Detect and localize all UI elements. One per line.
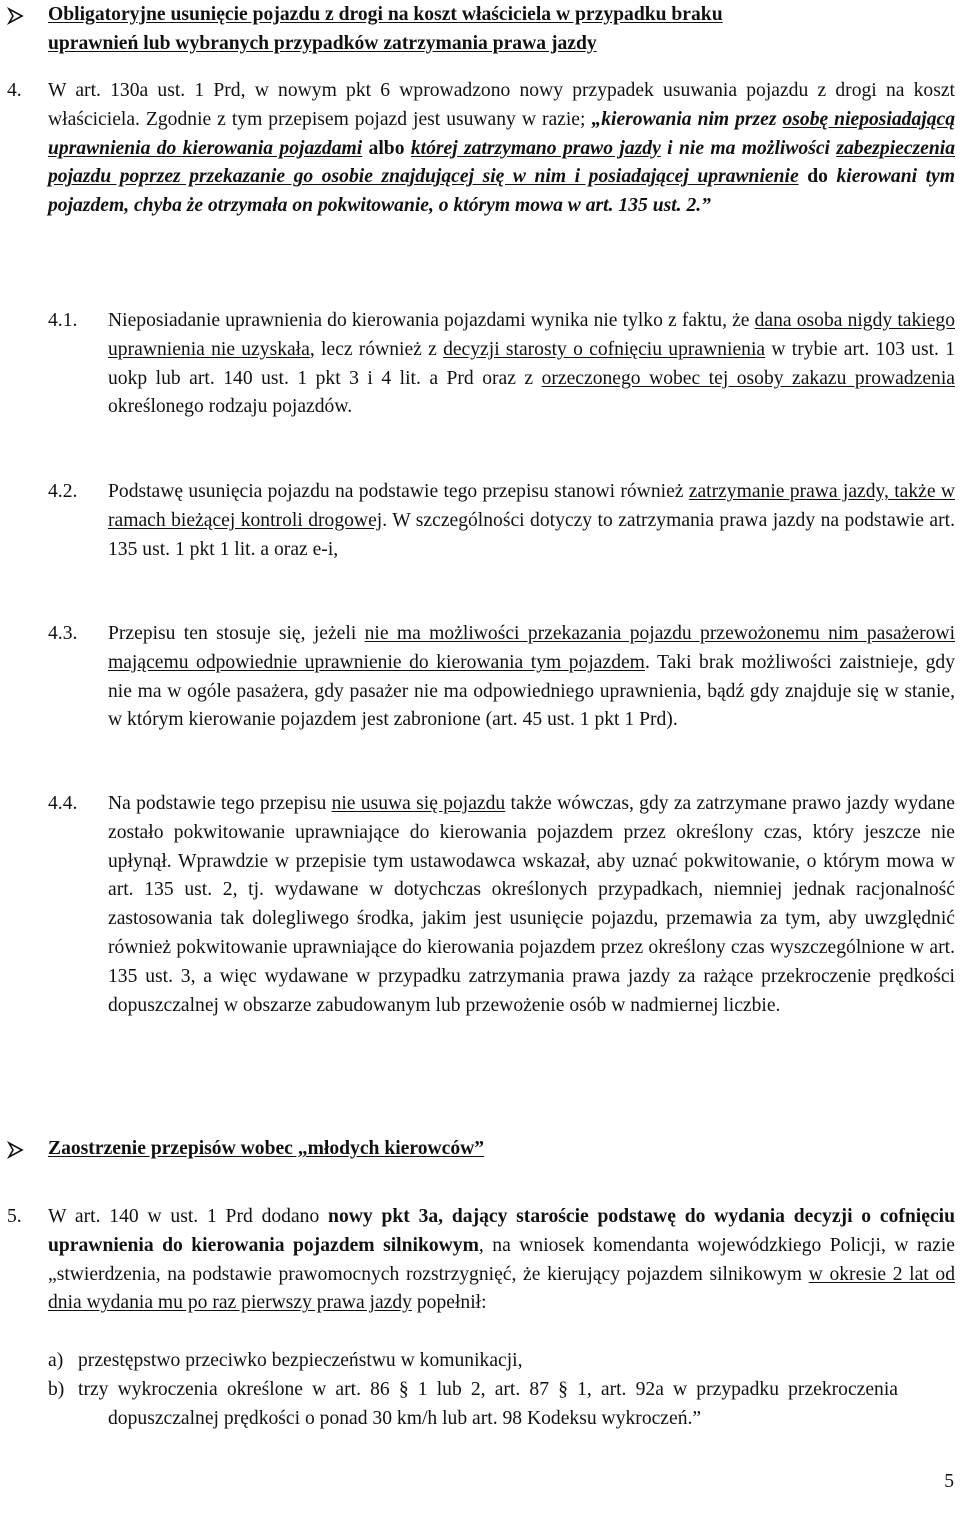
- p4-text-8: do: [798, 166, 837, 188]
- paragraph-number: 4.1.: [48, 310, 78, 331]
- page-number: 5: [944, 1471, 954, 1493]
- paragraph-number: 5.: [7, 1206, 22, 1227]
- paragraph-4-2: [108, 478, 955, 564]
- paragraph-number: 4.: [7, 80, 22, 101]
- heading-line-1: Obligatoryjne usunięcie pojazdu z drogi na koszt właściciela w przypadku braku: [48, 4, 723, 25]
- p41-text-7: określonego rodzaju pojazdów.: [108, 396, 353, 418]
- paragraph-4-1: [108, 307, 955, 422]
- p5-text-1: W art. 140 w ust. 1 Prd dodano: [48, 1206, 329, 1227]
- list-item-a: przestępstwo przeciwko bezpieczeństwu w komunikacji,: [78, 1350, 523, 1371]
- paragraph-number: 4.4.: [48, 793, 78, 814]
- p4-text-1: W art. 130a ust. 1 Prd, w nowym pkt 6 wprowadzono nowy przypadek usuwania pojazdu z drogi na koszt właściciela. Zgodnie z tym przepisem pojazd jest usuwany w razie;: [48, 80, 955, 130]
- list-item-label: a): [48, 1350, 64, 1371]
- p43-text-2: nie ma możliwości przekazania pojazdu przewożonemu nim pasażerowi mającemu odpowiednie uprawnienie do kierowania tym pojazdem: [108, 623, 956, 673]
- p44-text-1: Na podstawie tego przepisu: [108, 793, 332, 814]
- p5-text-4: w okresie 2 lat od dnia wydania mu po raz pierwszy prawa jazdy: [48, 1263, 955, 1314]
- p5-text-5: popełnił:: [411, 1292, 487, 1314]
- p4-text-4: albo: [362, 137, 411, 159]
- p5-text-3: , na wniosek komendanta wojewódzkiego Policji, w razie „stwierdzenia, na podstawie prawomocnych rozstrzygnięć, że kierujący pojazdem silnikowym: [48, 1234, 956, 1285]
- p41-text-4: decyzji starosty o cofnięciu uprawnienia: [443, 338, 766, 360]
- p4-text-9: kierowani tym pojazdem, chyba że otrzymała on pokwitowanie, o którym mowa w art. 135 ust. 2.”: [48, 166, 955, 217]
- paragraph-4: [48, 77, 955, 221]
- p44-text-3: także wówczas, gdy za zatrzymane prawo jazdy wydane zostało pokwitowanie uprawniające do kierowania pojazdem przez określony czas, który jeszcze nie upłynął. Wprawdzie w przepisie tym ustawodawca wskazał, aby uznać pokwitowanie, o którym mowa w art. 135 ust. 2, tj. wydawane w dotychczas określonych przypadkach, niemniej jednak racjonalność zastosowania tak dolegliwego środka, jakim jest usunięcie pojazdu, przemawia za tym, aby uwzględnić również pokwitowanie uprawniające do kierowania pojazdem przez określony czas wyszczególnione w art. 135 ust. 3, a więc wydawane w przypadku zatrzymania prawa jazdy za rażące przekroczenie prędkości dopuszczalnej w obszarze zabudowanym lub przewożenie osób w nadmiernej liczbie.: [108, 793, 955, 1016]
- p41-text-3: , lecz również z: [309, 338, 444, 360]
- p42-text-1: Podstawę usunięcia pojazdu na podstawie tego przepisu stanowi również: [108, 481, 689, 502]
- heading-line-2: uprawnień lub wybranych przypadków zatrzymania prawa jazdy: [48, 32, 597, 54]
- p4-text-7: zabezpieczenia pojazdu poprzez przekazanie go osobie znajdującej się w nim i posiadającej uprawnienie: [48, 137, 956, 188]
- p5-text-2: nowy pkt 3a, dający staroście podstawę do wydania decyzji o cofnięciu uprawnienia do kierowania pojazdem silnikowym: [48, 1206, 955, 1256]
- paragraph-4-3: [108, 620, 955, 735]
- arrow-bullet-icon: [6, 1140, 26, 1160]
- p41-text-2: dana osoba nigdy takiego uprawnienia nie uzyskała: [108, 310, 955, 360]
- p4-text-6: i nie ma możliwości: [660, 137, 837, 159]
- p42-text-3: . W szczególności dotyczy to zatrzymania prawa jazdy na podstawie art. 135 ust. 1 pkt 1 lit. a oraz e-i,: [108, 509, 955, 560]
- section-heading-towing: [48, 1, 954, 59]
- paragraph-number: 4.2.: [48, 481, 78, 502]
- p41-text-5: w trybie art. 103 ust. 1 uokp lub art. 140 ust. 1 pkt 3 i 4 lit. a Prd oraz z: [108, 338, 955, 389]
- p4-text-3: osobę nieposiadającą uprawnienia do kierowania pojazdami: [48, 108, 955, 159]
- p41-text-1: Nieposiadanie uprawnienia do kierowania pojazdami wynika nie tylko z faktu, że: [108, 310, 755, 331]
- arrow-bullet-icon: [6, 6, 26, 26]
- p42-text-2: zatrzymanie prawa jazdy, także w ramach bieżącej kontroli drogowej: [108, 481, 955, 531]
- list-item-b-text: trzy wykroczenia określone w art. 86 § 1 lub 2, art. 87 § 1, art. 92a w przypadku przekroczenia dopuszczalnej prędkości o ponad 30 km/h lub art. 98 Kodeksu wykroczeń.”: [78, 1379, 898, 1429]
- section-heading-young-drivers: Zaostrzenie przepisów wobec „młodych kierowców”: [48, 1138, 485, 1159]
- p41-text-6: orzeczonego wobec tej osoby zakazu prowadzenia: [541, 367, 955, 389]
- paragraph-number: 4.3.: [48, 623, 78, 644]
- p44-text-2: nie usuwa się pojazdu: [331, 793, 506, 814]
- paragraph-5: [48, 1203, 955, 1318]
- p43-text-1: Przepisu ten stosuje się, jeżeli: [108, 623, 365, 644]
- p43-text-3: . Taki brak możliwości zaistnieje, gdy nie ma w ogóle pasażera, gdy pasażer nie ma odpowiedniego uprawnienia, bądź gdy znajduje się w stanie, w którym kierowanie pojazdem jest zabronione (art. 45 ust. 1 pkt 1 Prd).: [108, 651, 956, 731]
- p4-text-2: „kierowania nim przez: [591, 108, 783, 130]
- list-item-b: [78, 1376, 898, 1434]
- p4-text-5: której zatrzymano prawo jazdy: [410, 137, 661, 159]
- paragraph-4-4: [108, 790, 955, 1020]
- list-item-label: b): [48, 1379, 65, 1400]
